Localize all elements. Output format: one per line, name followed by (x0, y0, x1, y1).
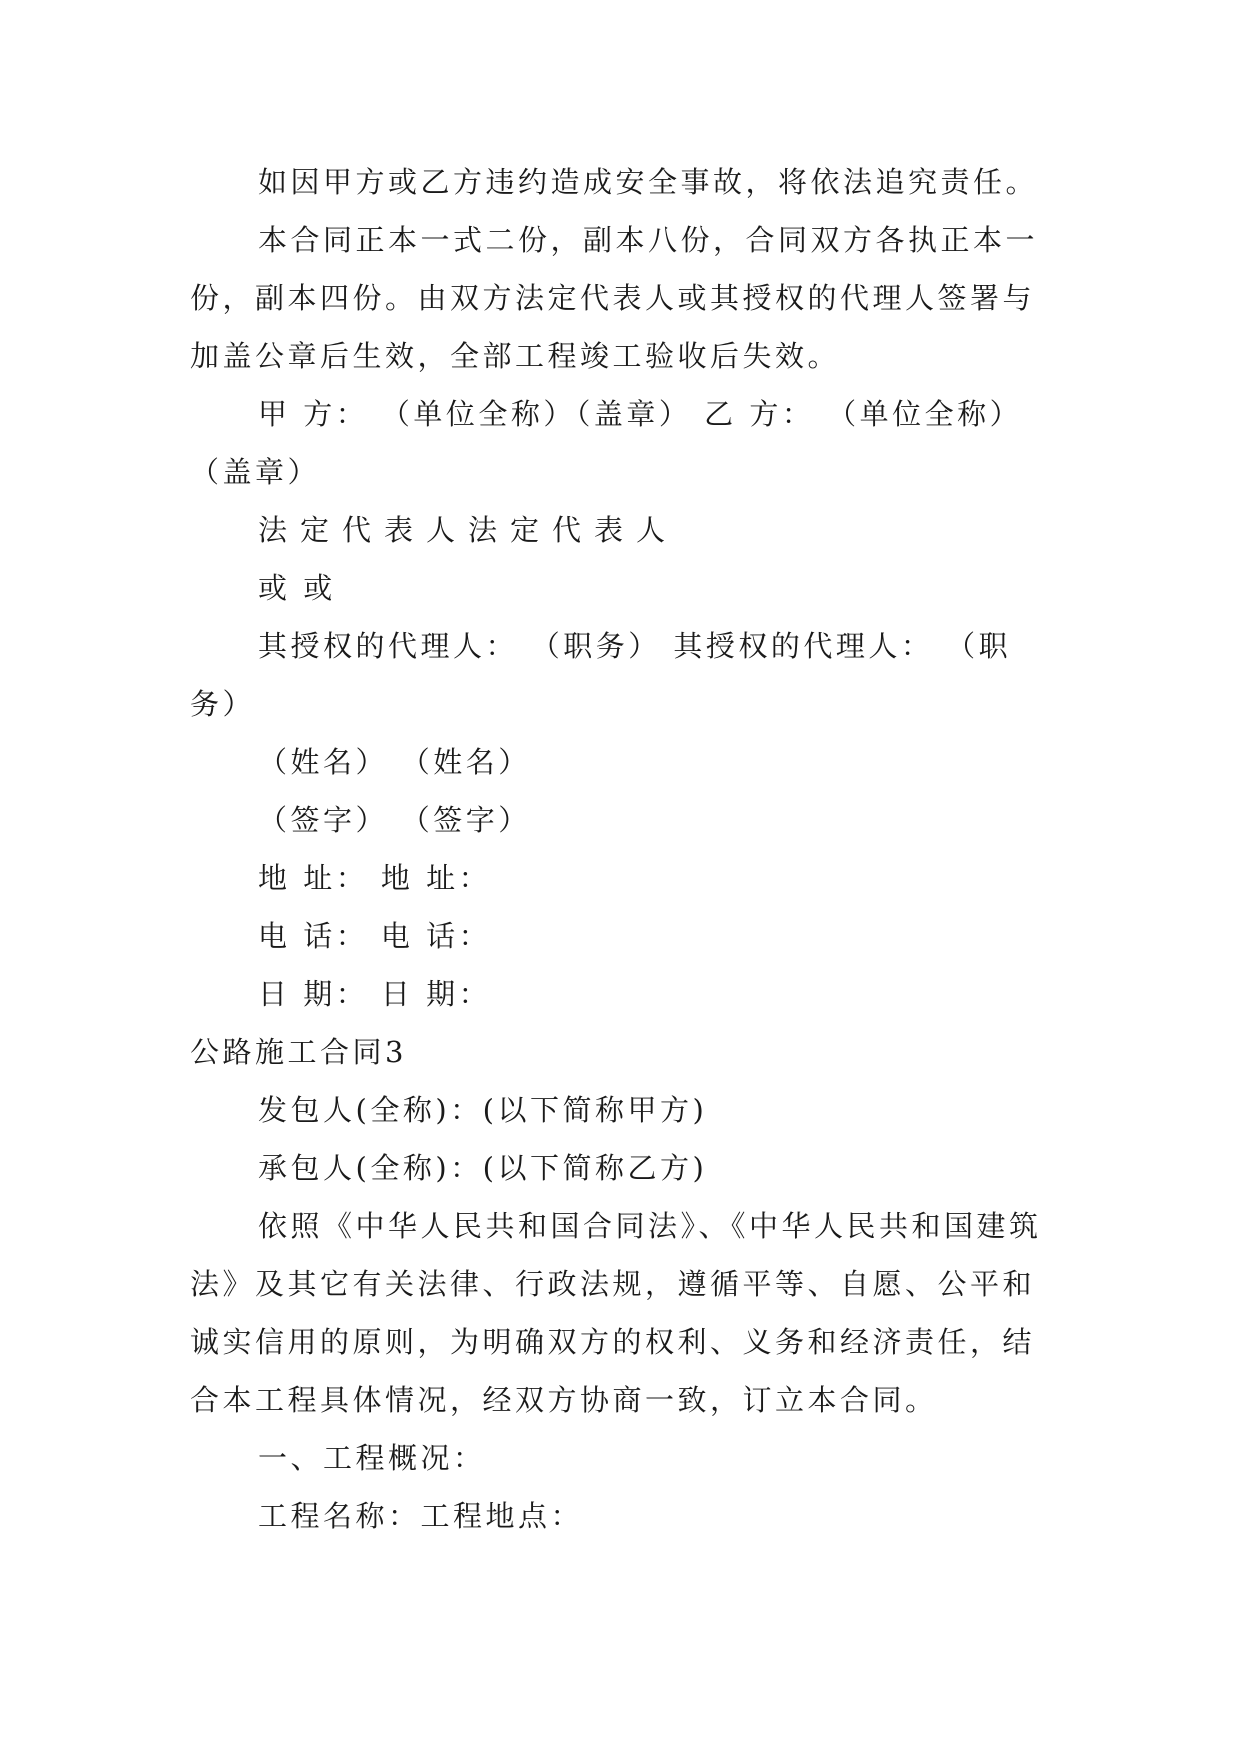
document-body (190, 153, 1050, 1545)
paragraph-signature: （签字） （签字） (258, 803, 531, 837)
paragraph-project-name-location: 工程名称：工程地点： (258, 1499, 584, 1533)
paragraph-safety-liability: 如因甲方或乙方违约造成安全事故，将依法追究责任。 (258, 165, 1039, 199)
paragraph-employer: 发包人(全称)：(以下简称甲方) (258, 1093, 708, 1127)
paragraph-legal-basis: 依照《中华人民共和国合同法》、《中华人民共和国建筑法》及其它有关法律、行政法规，遵循平等、自愿、公平和诚实信用的原则，为明确双方的权利、义务和经济责任，结合本工程具体情况，经双方协商一致，订立本合同。 (190, 1209, 1042, 1417)
paragraph-address: 地 址： 地 址： (258, 861, 492, 895)
paragraph-or: 或 或 (258, 571, 336, 605)
paragraph-authorized-agent: 其授权的代理人： （职务） 其授权的代理人： （职务） (190, 629, 1012, 721)
section-heading-project-overview: 一、工程概况： (258, 1441, 486, 1475)
paragraph-date: 日 期： 日 期： (258, 977, 492, 1011)
paragraph-phone: 电 话： 电 话： (258, 919, 492, 953)
paragraph-copies-validity: 本合同正本一式二份，副本八份，合同双方各执正本一份，副本四份。由双方法定代表人或其授权的代理人签署与加盖公章后生效，全部工程竣工验收后失效。 (190, 223, 1039, 373)
paragraph-legal-representative: 法定代表人法定代表人 (258, 513, 679, 547)
paragraph-party-names: 甲 方： （单位全称）（盖章） 乙 方： （单位全称）（盖章） (190, 397, 1023, 489)
contract-heading: 公路施工合同3 (190, 1035, 407, 1069)
paragraph-contractor: 承包人(全称)：(以下简称乙方) (258, 1151, 708, 1185)
paragraph-name: （姓名） （姓名） (258, 745, 531, 779)
